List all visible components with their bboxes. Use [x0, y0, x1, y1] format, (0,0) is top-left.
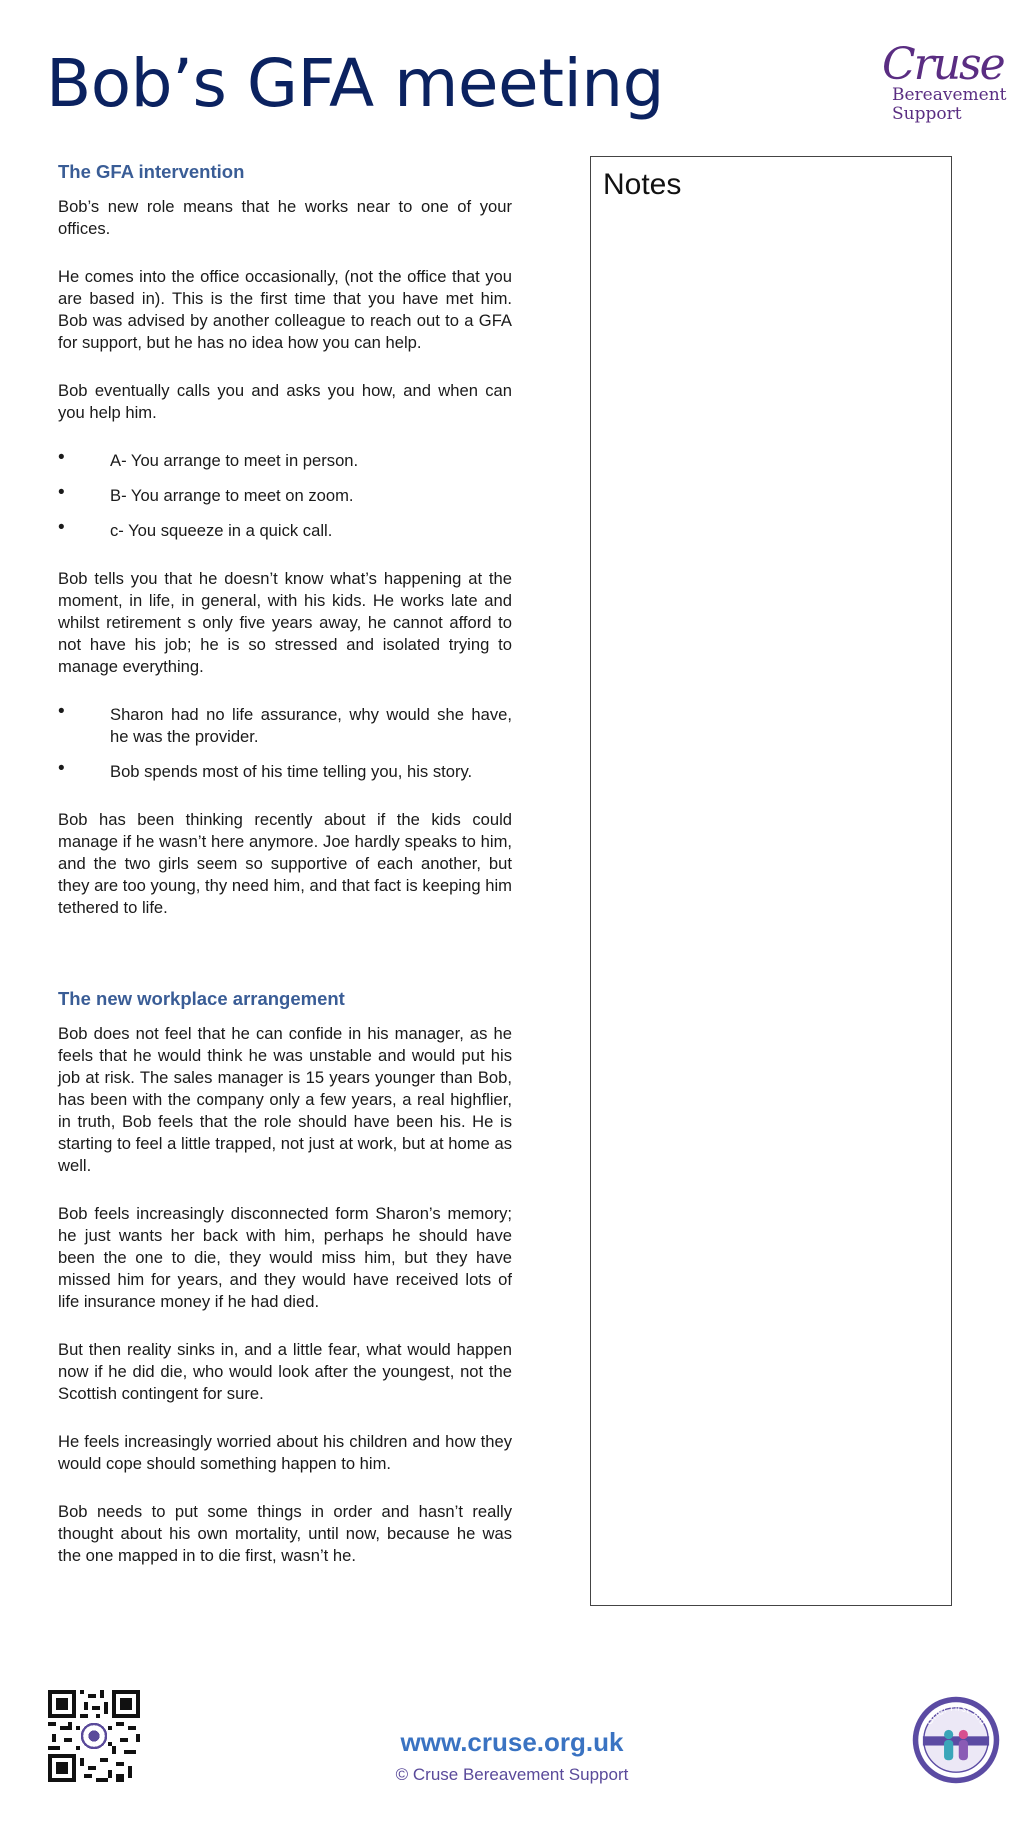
options-list: [58, 450, 512, 542]
website-link[interactable]: www.cruse.org.uk: [400, 1727, 624, 1757]
notes-box[interactable]: [590, 156, 952, 1606]
paragraph: Bob needs to put some things in order and hasn’t really thought about his own mortality, until now, because he was the one mapped in to die first, wasn’t he.: [58, 1502, 512, 1565]
cruse-logo: [878, 39, 1007, 128]
paragraph: But then reality sinks in, and a little fear, what would happen now if he did die, who would look after the youngest, not the Scottish contingent for sure.: [58, 1340, 512, 1403]
paragraph: Bob eventually calls you and asks you how, and when can you help him.: [58, 381, 512, 422]
section-heading-workplace-arrangement: The new workplace arrangement: [58, 988, 345, 1009]
paragraph: Bob does not feel that he can confide in his manager, as he feels that he would think he was unstable and would put his job at risk. The sales manager is 15 years younger than Bob, has been with the company only a few years, a real highflier, in truth, Bob feels that the role should have been his. He is starting to feel a little trapped, not just at work, but at home as well.: [58, 1024, 512, 1175]
paragraph: Bob feels increasingly disconnected form Sharon’s memory; he just wants her back with him, perhaps he should have been the one to die, they would miss him, but they have missed him for years, and they would have received lots of life insurance money if he had died.: [58, 1204, 512, 1311]
paragraph: He comes into the office occasionally, (not the office that you are based in). This is the first time that you have met him. Bob was advised by another colleague to reach out to a GFA for support, but he has no idea how you can help.: [58, 267, 512, 352]
grief-first-aid-badge-icon: [910, 1694, 1002, 1786]
spacer: [58, 945, 512, 987]
logo-line-2: Support: [892, 104, 962, 124]
list-item: • B- You arrange to meet on zoom.: [58, 485, 512, 507]
section-heading-gfa-intervention: The GFA intervention: [58, 161, 245, 182]
paragraph: Bob has been thinking recently about if the kids could manage if he wasn’t here anymore. Joe hardly speaks to him, and the two girls seem so supportive of each another, but they are too young, thy need him, and that fact is keeping him tethered to life.: [58, 810, 512, 917]
copyright-text: © Cruse Bereavement Support: [395, 1765, 629, 1784]
bullet-list: [58, 704, 512, 783]
notes-title: Notes: [603, 168, 682, 201]
list-item: • Sharon had no life assurance, why would she have, he was the provider.: [58, 704, 512, 748]
paragraph: Bob tells you that he doesn’t know what’s happening at the moment, in life, in general, with his kids. He works late and whilst retirement s only five years away, he cannot afford to not have his job; he is so stressed and isolated trying to manage everything.: [58, 569, 512, 676]
logo-script-text: Cruse: [882, 39, 1004, 90]
list-item: • Bob spends most of his time telling you, his story.: [58, 761, 512, 783]
main-content: [58, 160, 512, 1593]
paragraph: He feels increasingly worried about his children and how they would cope should something happen to him.: [58, 1432, 512, 1473]
page-title: Bob’s GFA meeting: [46, 45, 665, 122]
logo-line-1: Bereavement: [892, 85, 1007, 105]
list-item: • c- You squeeze in a quick call.: [58, 520, 512, 542]
list-item: • A- You arrange to meet in person.: [58, 450, 512, 472]
badge-text: Grief First Aid: [923, 1702, 989, 1728]
paragraph: Bob’s new role means that he works near to one of your offices.: [58, 197, 512, 238]
